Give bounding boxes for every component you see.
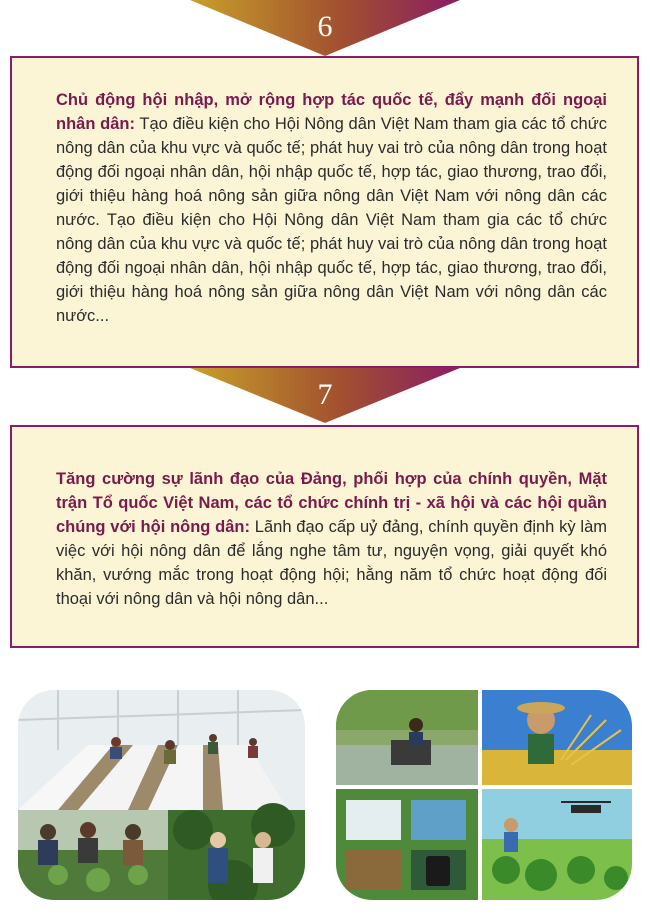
section-6-number: 6 [317,10,333,43]
section-7-body: Lãnh đạo cấp uỷ đảng, chính quyền định kỳ làm việc với hội nông dân để lắng nghe tâm tư, nguyện vọng, giải quyết khó khăn, vướng mắc trong hoạt động hội; hằng năm tổ chức hoạt động đối thoại với nông dân và hội nông dân... [56,518,608,608]
greenhouse-farmers-collage-icon [18,690,305,900]
section-6-text [56,88,607,328]
section-7-heading: Tăng cường sự lãnh đạo của Đảng, phối hợp của chính quyền, Mặt trận Tổ quốc Việt Nam, các tổ chức chính trị - xã hội và các hội quần chúng với hội nông dân: [56,470,607,536]
agriculture-technology-collage-icon [336,690,632,900]
section-6-heading: Chủ động hội nhập, mở rộng hợp tác quốc tế, đẩy mạnh đối ngoại nhân dân: [56,91,607,133]
section-7-number: 7 [317,378,333,411]
section-6-card [10,56,639,368]
section-6-body: Tạo điều kiện cho Hội Nông dân Việt Nam tham gia các tổ chức nông dân của khu vực và quốc tế; phát huy vai trò của nông dân trong hoạt động đối ngoại nhân dân, hội nhập quốc tế, hợp tác, giao thương, trao đổi, giới thiệu hàng hoá nông sản giữa nông dân Việt Nam với nông dân các nước. Tạo điều kiện cho Hội Nông dân Việt Nam tham gia các tổ chức nông dân của khu vực và quốc tế; phát huy vai trò của nông dân trong hoạt động đối ngoại nhân dân, hội nhập quốc tế, hợp tác, giao thương, trao đổi, giới thiệu hàng hoá nông sản giữa nông dân Việt Nam với nông dân các nước... [56,115,607,325]
section-7-card [10,425,639,648]
section-7-text [56,467,607,611]
